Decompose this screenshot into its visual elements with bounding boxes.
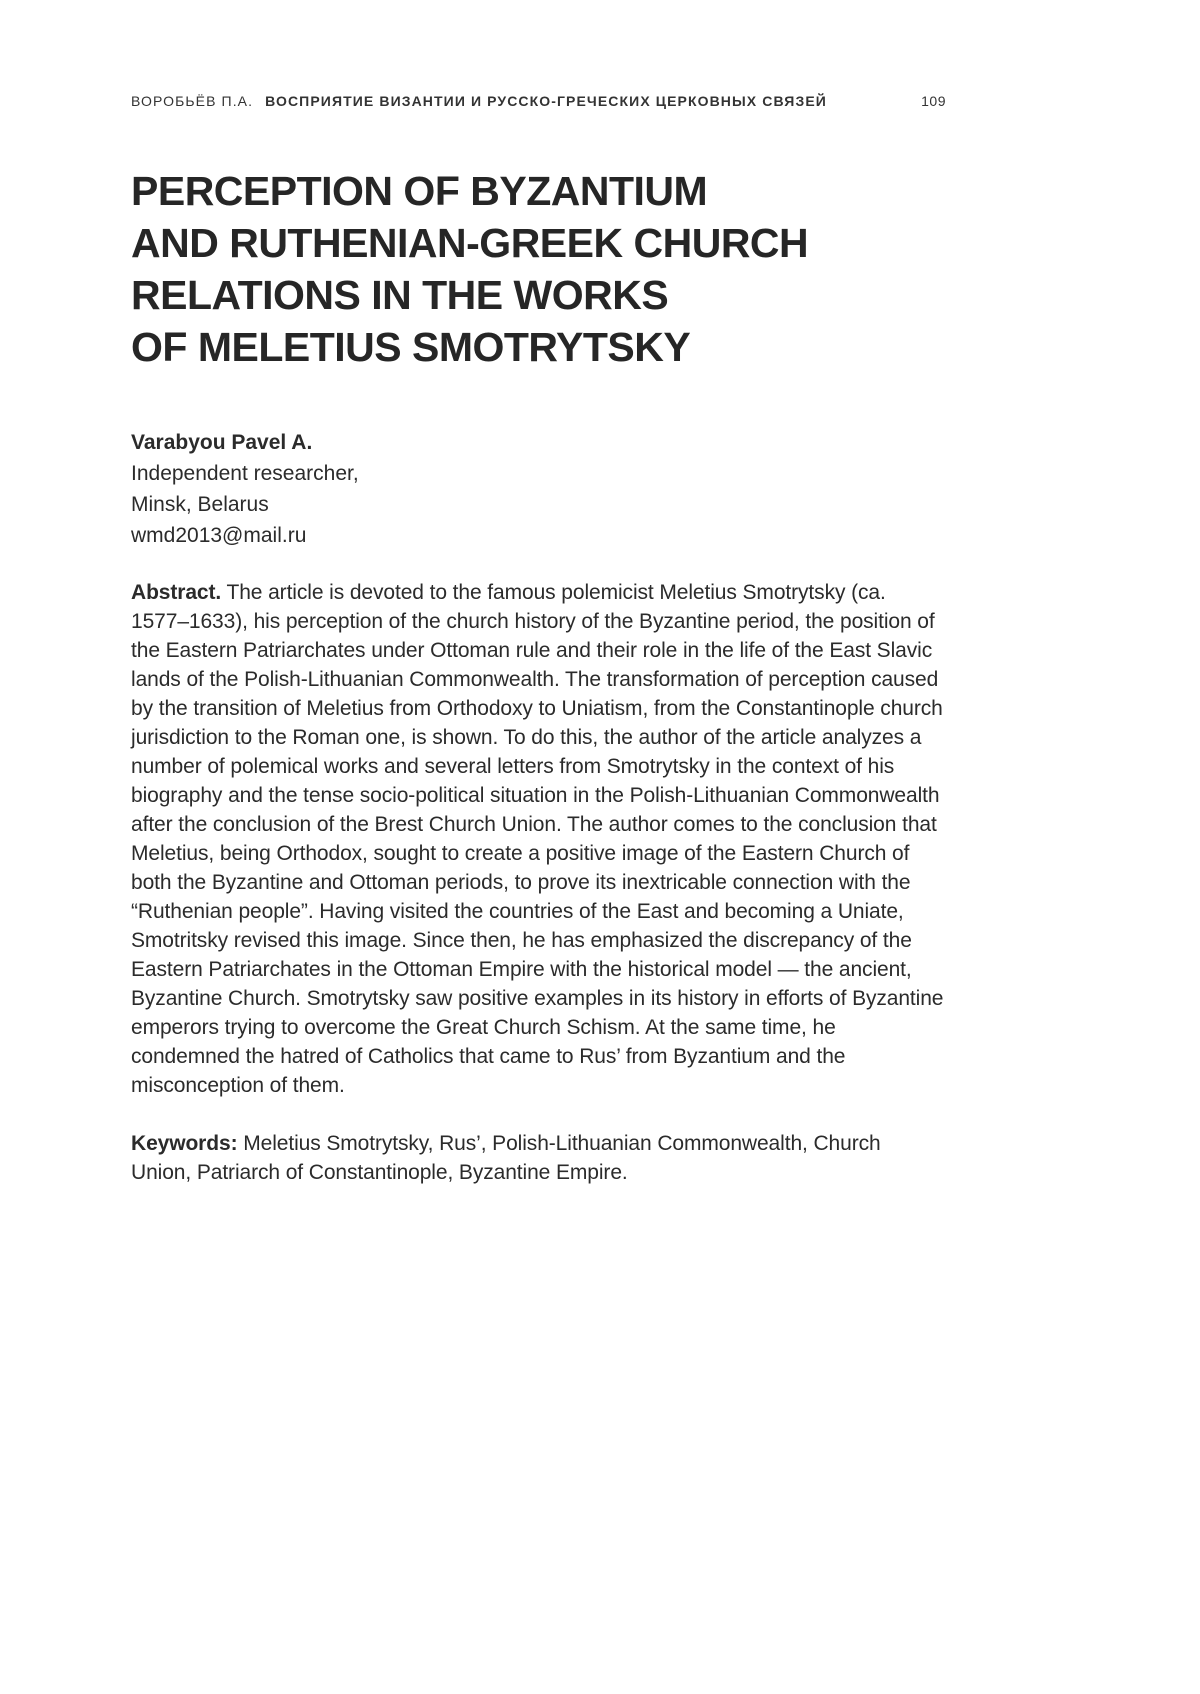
author-email: wmd2013@mail.ru xyxy=(131,524,307,547)
article-title-line-3: RELATIONS IN THE WORKS xyxy=(131,272,669,318)
abstract-paragraph xyxy=(131,578,946,1100)
author-name: Varabyou Pavel A. xyxy=(131,431,313,454)
abstract-text: The article is devoted to the famous polemicist Meletius Smotrytsky (ca. 1577–1633), his perception of the church history of the Byzantine period, the position of the Eastern Patriarchates under Ottoman rule and their role in the life of the East Slavic lands of the Polish-Lithuanian Commonwealth. The transformation of perception caused by the transition of Meletius from Orthodoxy to Uniatism, from the Constantinople church jurisdiction to the Roman one, is shown. To do this, the author of the article analyzes a number of polemical works and several letters from Smotrytsky in the context of his biography and the tense socio-political situation in the Polish-Lithuanian Commonwealth after the conclusion of the Brest Church Union. The author comes to the conclusion that Meletius, being Orthodox, sought to create a positive image of the Eastern Church of both the Byzantine and Ottoman periods, to prove its inextricable connection with the “Ruthenian people”. Having visited the countries of the East and becoming a Uniate, Smotritsky revised this image. Since then, he has emphasized the discrepancy of the Eastern Patriarchates in the Ottoman Empire with the historical model — the ancient, Byzantine Church. Smotrytsky saw positive examples in its history in efforts of Byzantine emperors trying to overcome the Great Church Schism. At the same time, he condemned the hatred of Catholics that came to Rus’ from Byzantium and the misconception of them. xyxy=(131,581,944,1097)
page-number: 109 xyxy=(921,93,946,109)
running-header xyxy=(131,93,946,109)
keywords-label: Keywords: xyxy=(131,1132,238,1155)
running-header-author: ВОРОБЬЁВ П.А. xyxy=(131,93,254,109)
author-block xyxy=(131,427,946,551)
content-column xyxy=(131,0,946,1187)
article-title-line-4: OF MELETIUS SMOTRYTSKY xyxy=(131,324,691,370)
article-title-line-1: PERCEPTION OF BYZANTIUM xyxy=(131,168,708,214)
article-title-line-2: AND RUTHENIAN-GREEK CHURCH xyxy=(131,220,809,266)
keywords-paragraph xyxy=(131,1129,946,1187)
running-header-left xyxy=(131,93,827,109)
keywords-text: Meletius Smotrytsky, Rus’, Polish-Lithuanian Commonwealth, Church Union, Patriarch of Constantinople, Byzantine Empire. xyxy=(131,1132,881,1184)
author-affiliation: Independent researcher, xyxy=(131,462,359,485)
author-location: Minsk, Belarus xyxy=(131,493,269,516)
article-title xyxy=(131,165,946,373)
abstract-label: Abstract. xyxy=(131,581,222,604)
running-header-title: ВОСПРИЯТИЕ ВИЗАНТИИ И РУССКО-ГРЕЧЕСКИХ ЦЕРКОВНЫХ СВЯЗЕЙ xyxy=(265,93,827,109)
